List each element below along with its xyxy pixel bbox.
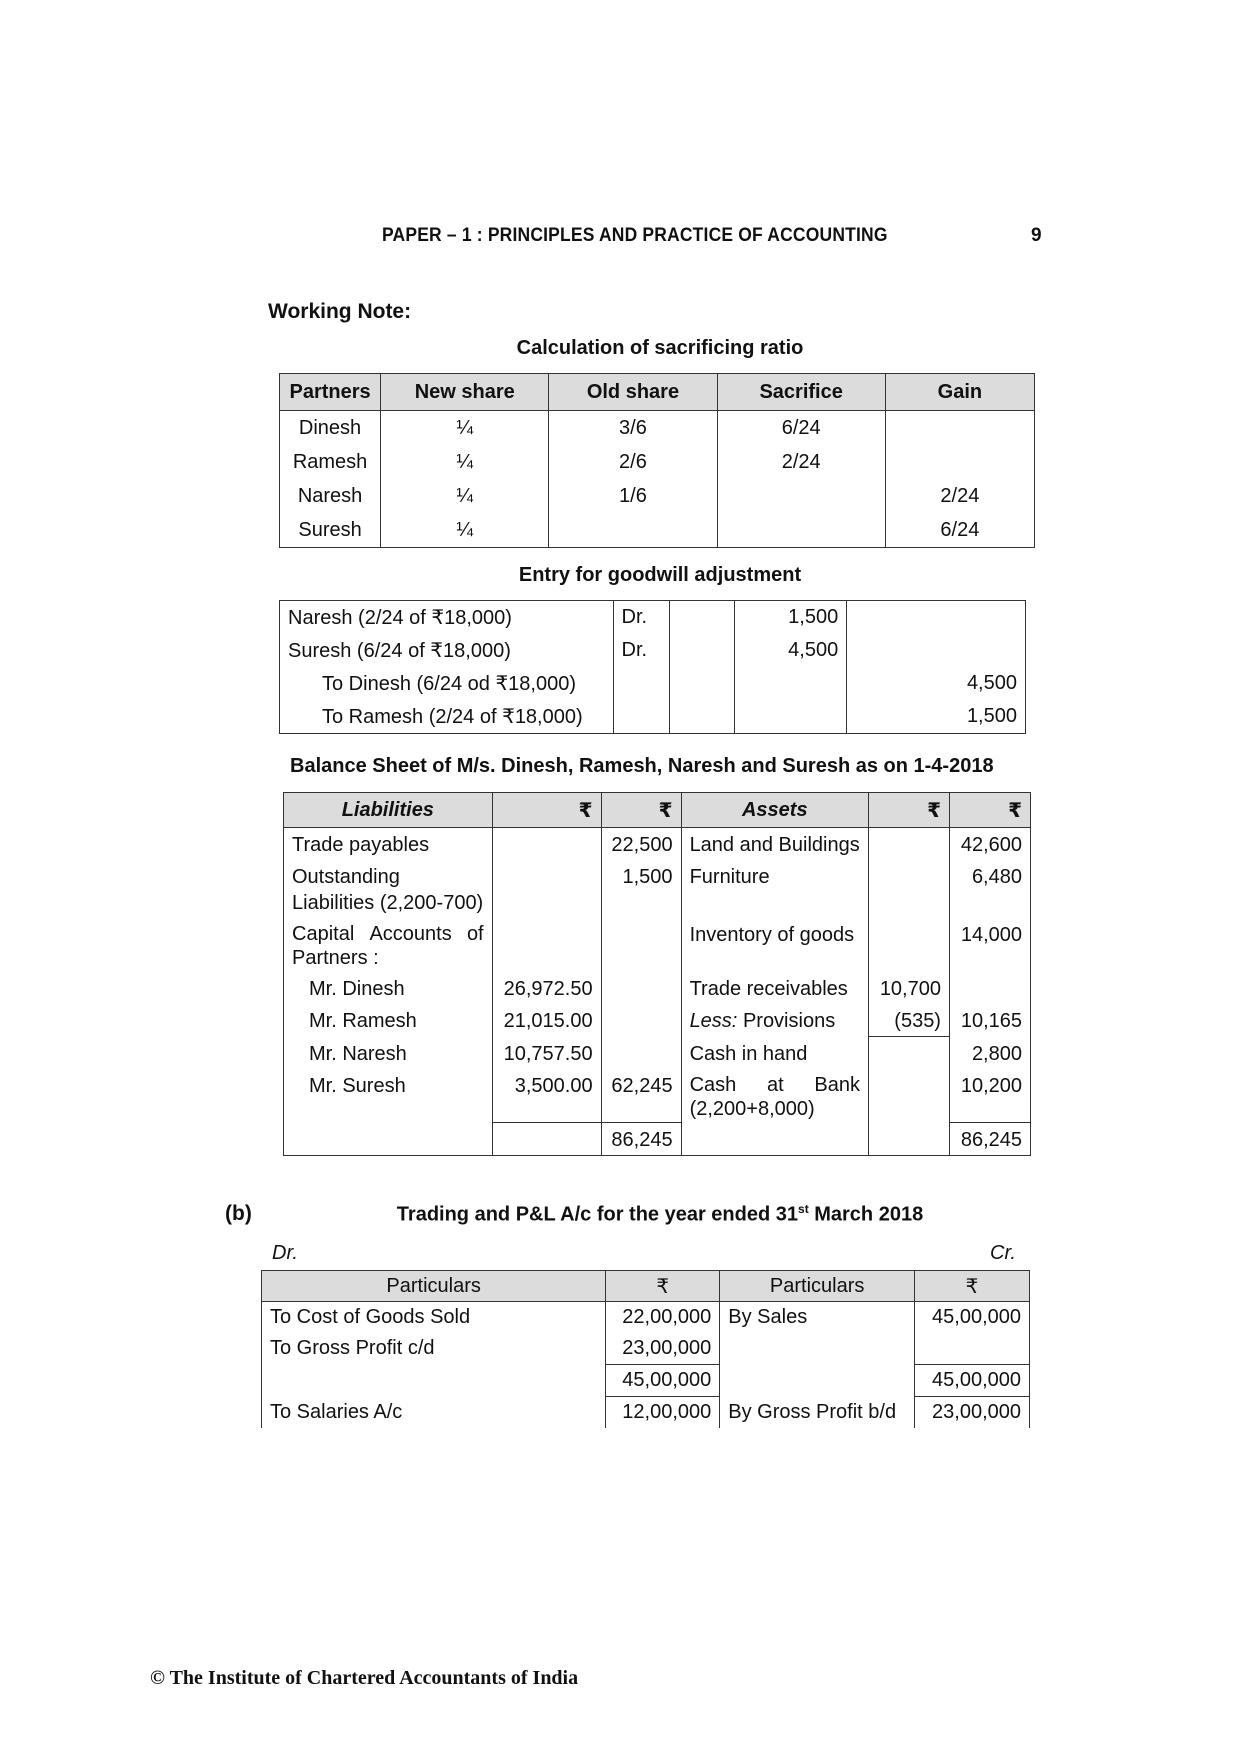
asset-label: Inventory of goods xyxy=(681,918,868,972)
sacrifice-cell: 2/24 xyxy=(717,445,885,479)
table-row xyxy=(284,1037,1031,1069)
rupee-header: ₹ xyxy=(606,1271,720,1302)
table-row xyxy=(262,1302,1030,1334)
dr-label: Dr. xyxy=(272,1242,298,1264)
table-row xyxy=(280,479,1035,513)
assets-header: Assets xyxy=(681,793,868,828)
provisions-label xyxy=(681,1004,868,1037)
particulars-cell: Suresh (6/24 of ₹18,000) xyxy=(280,634,614,667)
partner-capital: 10,757.50 xyxy=(492,1037,601,1069)
debit-amount: 12,00,000 xyxy=(606,1397,720,1429)
partner-name: Mr. Ramesh xyxy=(284,1004,493,1037)
particulars-cell: To Ramesh (2/24 of ₹18,000) xyxy=(280,700,614,734)
balance-sheet-caption: Balance Sheet of M/s. Dinesh, Ramesh, Naresh and Suresh as on 1-4-2018 xyxy=(290,755,994,777)
section-b-label: (b) xyxy=(225,1202,252,1225)
rupee-header: ₹ xyxy=(949,793,1030,828)
debit-amount: 22,00,000 xyxy=(606,1302,720,1334)
debit-particulars: To Salaries A/c xyxy=(262,1397,606,1429)
liabilities-total: 86,245 xyxy=(601,1123,681,1156)
partner-name: Mr. Dinesh xyxy=(284,972,493,1004)
liability-amount: 1,500 xyxy=(601,860,681,918)
old-share-cell: 1/6 xyxy=(549,479,717,513)
liability-label: Trade payables xyxy=(284,828,493,861)
column-header: Partners xyxy=(280,374,381,411)
dr-cell xyxy=(613,667,670,700)
cr-label: Cr. xyxy=(990,1242,1016,1264)
less-label: Less: xyxy=(689,1010,738,1032)
credit-amount: 23,00,000 xyxy=(915,1397,1030,1429)
capital-label-partners: Partners : xyxy=(292,947,379,969)
table-row xyxy=(280,513,1035,548)
table-header-row xyxy=(280,374,1035,411)
table-row xyxy=(284,1069,1031,1123)
particulars-cell: To Dinesh (6/24 od ₹18,000) xyxy=(280,667,614,700)
old-share-cell: 3/6 xyxy=(549,411,717,446)
capital-label-line: Capital Accounts of xyxy=(292,923,484,945)
cash-bank-line: Cash at Bank xyxy=(689,1073,861,1096)
cash-at-bank-label xyxy=(681,1069,868,1123)
new-share-cell: ¼ xyxy=(381,445,549,479)
balance-sheet-table xyxy=(283,792,1031,1156)
credit-total: 45,00,000 xyxy=(915,1365,1030,1397)
table-total-row xyxy=(284,1123,1031,1156)
sacrifice-cell xyxy=(717,513,885,548)
footer-copyright: © The Institute of Chartered Accountants of India xyxy=(150,1667,579,1689)
table-row xyxy=(280,411,1035,446)
blank-cell xyxy=(670,700,735,734)
capital-accounts-label xyxy=(284,918,493,972)
credit-cell: 4,500 xyxy=(847,667,1026,700)
credit-cell xyxy=(847,601,1026,635)
blank-cell xyxy=(670,634,735,667)
debit-cell: 4,500 xyxy=(735,634,847,667)
table-row xyxy=(262,1333,1030,1365)
new-share-cell: ¼ xyxy=(381,411,549,446)
credit-cell xyxy=(847,634,1026,667)
debit-cell xyxy=(735,667,847,700)
partner-cell: Suresh xyxy=(280,513,381,548)
asset-amount: 42,600 xyxy=(949,828,1030,861)
debit-total: 45,00,000 xyxy=(606,1365,720,1397)
credit-particulars: By Sales xyxy=(720,1302,915,1334)
debit-particulars: To Gross Profit c/d xyxy=(262,1333,606,1365)
partner-capital: 26,972.50 xyxy=(492,972,601,1004)
partner-name: Mr. Naresh xyxy=(284,1037,493,1069)
table-header-row xyxy=(262,1271,1030,1302)
gain-cell: 2/24 xyxy=(885,479,1034,513)
asset-sub-amount: 10,700 xyxy=(869,972,950,1004)
rupee-header: ₹ xyxy=(601,793,681,828)
asset-label: Furniture xyxy=(681,860,868,918)
credit-amount: 45,00,000 xyxy=(915,1302,1030,1334)
sacrifice-cell xyxy=(717,479,885,513)
partner-cell: Dinesh xyxy=(280,411,381,446)
dr-cell: Dr. xyxy=(613,601,670,635)
table-row xyxy=(280,445,1035,479)
debit-particulars: To Cost of Goods Sold xyxy=(262,1302,606,1334)
dr-cell: Dr. xyxy=(613,634,670,667)
asset-amount: 14,000 xyxy=(949,918,1030,972)
goodwill-caption: Entry for goodwill adjustment xyxy=(518,564,802,586)
sacrifice-caption: Calculation of sacrificing ratio xyxy=(516,337,804,359)
debit-cell: 1,500 xyxy=(735,601,847,635)
table-row xyxy=(262,1365,1030,1397)
gain-cell xyxy=(885,445,1034,479)
page-number: 9 xyxy=(1031,225,1042,246)
new-share-cell: ¼ xyxy=(381,479,549,513)
table-row xyxy=(280,634,1026,667)
asset-amount: 10,200 xyxy=(949,1069,1030,1123)
old-share-cell xyxy=(549,513,717,548)
provisions-text: Provisions xyxy=(742,1010,836,1032)
old-share-cell: 2/6 xyxy=(549,445,717,479)
page-header-title: PAPER – 1 : PRINCIPLES AND PRACTICE OF ACCOUNTING xyxy=(382,225,888,246)
table-header-row xyxy=(284,793,1031,828)
liabilities-header: Liabilities xyxy=(284,793,493,828)
asset-label: Land and Buildings xyxy=(681,828,868,861)
table-row xyxy=(284,972,1031,1004)
dr-cell xyxy=(613,700,670,734)
asset-label: Trade receivables xyxy=(681,972,868,1004)
trading-caption: Trading and P&L A/c for the year ended 31st March 2018 xyxy=(396,1202,924,1226)
gain-cell xyxy=(885,411,1034,446)
new-share-cell: ¼ xyxy=(381,513,549,548)
particulars-cell: Naresh (2/24 of ₹18,000) xyxy=(280,601,614,635)
table-row xyxy=(280,601,1026,635)
table-row xyxy=(284,1004,1031,1037)
partner-capital: 3,500.00 xyxy=(492,1069,601,1123)
particulars-header: Particulars xyxy=(720,1271,915,1302)
partner-cell: Ramesh xyxy=(280,445,381,479)
table-row xyxy=(284,828,1031,861)
asset-amount: 6,480 xyxy=(949,860,1030,918)
table-row xyxy=(280,667,1026,700)
credit-amount xyxy=(915,1333,1030,1365)
receivables-net: 10,165 xyxy=(949,1004,1030,1037)
table-row xyxy=(284,918,1031,972)
cash-bank-detail: (2,200+8,000) xyxy=(689,1097,815,1120)
sacrifice-table xyxy=(279,373,1035,548)
trading-table xyxy=(261,1270,1030,1428)
rupee-header: ₹ xyxy=(492,793,601,828)
provisions-amount: (535) xyxy=(869,1004,950,1037)
column-header: Sacrifice xyxy=(717,374,885,411)
debit-particulars xyxy=(262,1365,606,1397)
liability-amount: 22,500 xyxy=(601,828,681,861)
blank-cell xyxy=(670,667,735,700)
debit-amount: 23,00,000 xyxy=(606,1333,720,1365)
rupee-header: ₹ xyxy=(915,1271,1030,1302)
column-header: Gain xyxy=(885,374,1034,411)
partner-cell: Naresh xyxy=(280,479,381,513)
rupee-header: ₹ xyxy=(869,793,950,828)
working-note-heading: Working Note: xyxy=(268,300,412,323)
asset-amount: 2,800 xyxy=(949,1037,1030,1069)
table-row xyxy=(280,700,1026,734)
credit-cell: 1,500 xyxy=(847,700,1026,734)
goodwill-entry-table xyxy=(279,600,1026,734)
liability-label: Outstanding Liabilities (2,200-700) xyxy=(284,860,493,918)
assets-total: 86,245 xyxy=(949,1123,1030,1156)
column-header: New share xyxy=(381,374,549,411)
table-row xyxy=(262,1397,1030,1429)
partner-capital: 21,015.00 xyxy=(492,1004,601,1037)
particulars-header: Particulars xyxy=(262,1271,606,1302)
asset-label: Cash in hand xyxy=(681,1037,868,1069)
debit-cell xyxy=(735,700,847,734)
blank-cell xyxy=(670,601,735,635)
column-header: Old share xyxy=(549,374,717,411)
gain-cell: 6/24 xyxy=(885,513,1034,548)
credit-particulars xyxy=(720,1365,915,1397)
sacrifice-cell: 6/24 xyxy=(717,411,885,446)
capital-total: 62,245 xyxy=(601,1069,681,1123)
credit-particulars xyxy=(720,1333,915,1365)
table-row xyxy=(284,860,1031,918)
partner-name: Mr. Suresh xyxy=(284,1069,493,1123)
credit-particulars: By Gross Profit b/d xyxy=(720,1397,915,1429)
